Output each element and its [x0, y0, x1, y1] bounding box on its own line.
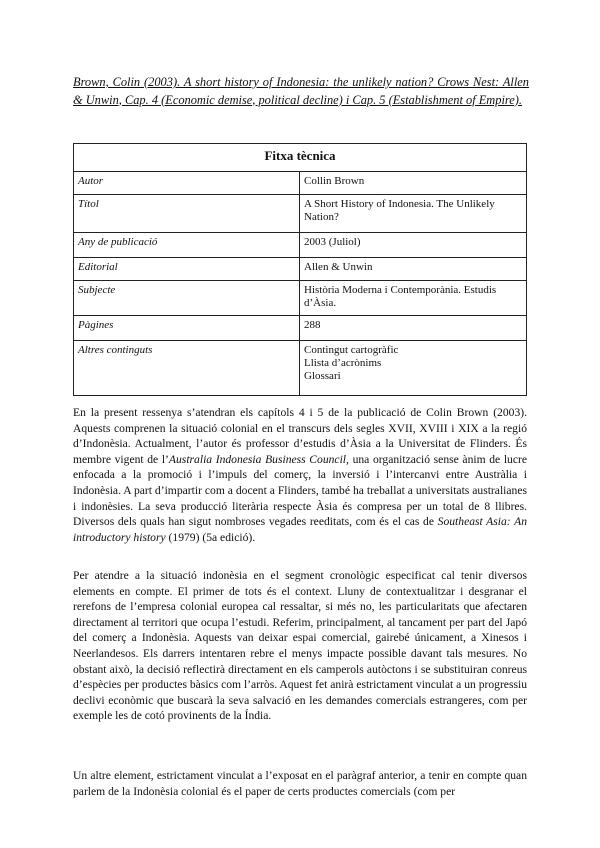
paragraph-1-text-b: una organització sense ànim de lucre enfocada a la promoció i l’impuls del comerç, la inversió i l’intercanvi entre Austràlia i Indonèsia. A part d’impartir com a docent a Flinders, també ha treballat a universitats australianes i indonèsies. La seva producció literària respecte Àsia és compresa per un total de 8 llibres. Diversos dels quals han sigut nombroses vegades reeditats, com és el cas de — [73, 452, 527, 529]
paragraph-1-italic-b: Southeast Asia: An introductory history — [73, 515, 527, 544]
row-value-pages: 288 — [300, 316, 527, 341]
paragraph-3: Un altre element, estrictament vinculat a l’exposat en el paràgraf anterior, a tenir en compte quan parlem de la Indonèsia colonial és el paper de certs productes comercials (com per — [73, 769, 527, 798]
table-row — [74, 195, 527, 233]
other-content-item: Llista d’acrònims — [304, 357, 382, 369]
table-row — [74, 281, 527, 316]
row-value-year: 2003 (Juliol) — [300, 233, 527, 258]
other-content-item: Contingut cartogràfic — [304, 344, 399, 356]
table-header-row — [74, 144, 527, 172]
table-row — [74, 258, 527, 281]
row-value-author: Collin Brown — [300, 172, 527, 195]
row-value-other-contents — [300, 341, 527, 396]
row-key-author: Autor — [74, 172, 300, 195]
row-key-pages: Pàgines — [74, 316, 300, 341]
citation: Brown, Colin (2003). A short history of Indonesia: the unlikely nation? Crows Nest: Allen & Unwin, Cap. 4 (Economic demise, political decline) i Cap. 5 (Establishment of Empire). — [73, 75, 529, 107]
row-key-subject: Subjecte — [74, 281, 300, 316]
table-row — [74, 316, 527, 341]
table-row — [74, 172, 527, 195]
row-value-publisher: Allen & Unwin — [300, 258, 527, 281]
table-row — [74, 233, 527, 258]
row-value-subject: Història Moderna i Contemporània. Estudis d’Àsia. — [300, 281, 527, 316]
row-value-title: A Short History of Indonesia. The Unlikely Nation? — [300, 195, 527, 233]
paragraph-1-italic-a: Australia Indonesia Business Council, — [168, 452, 349, 466]
other-content-item: Glossari — [304, 370, 341, 382]
row-key-publisher: Editorial — [74, 258, 300, 281]
row-key-title: Títol — [74, 195, 300, 233]
row-key-other-contents: Altres continguts — [74, 341, 300, 396]
paragraph-1 — [73, 405, 527, 545]
paragraph-2: Per atendre a la situació indonèsia en el segment cronològic especificat cal tenir diversos elements en compte. El primer de tots és el context. Lluny de contextualitzar i desgranar el rerefons de l’empresa colonial europea cal ressaltar, si més no, les particularitats que afectaren directament al territori que ocupa l’estudi. Referim, principalment, al tancament per part del Japó del comerç a Indonèsia. Aquests van deixar espai comercial, gairebé únicament, a Xinesos i Neerlandesos. Els darrers intentaren rebre el menys impacte possible davant tals mesures. No obstant això, la decisió reflectirà directament en els camperols autòctons i se substituiran conreus d’espècies per productes bàsics com l’arròs. Aquest fet anirà estrictament vinculat a un progressiu declivi econòmic que buscarà la seva salvació en les demandes comercials estrangeres, com per exemple les de cotó provinents de la Índia. — [73, 569, 527, 723]
paragraph-1-text-c: (1979) (5a edició). — [165, 530, 256, 544]
row-key-year: Any de publicació — [74, 233, 300, 258]
paragraph-1-text-a: En la present ressenya s’atendran els capítols 4 i 5 de la publicació de Colin Brown (2003). Aquests comprenen la situació colonial en el transcurs dels segles XVII, XVIII i XIX a la regió d’Indonèsia. Actualment, l’autor és professor d’estudis d’Àsia a la Universitat de Flinders. És membre vigent de l’ — [73, 406, 527, 466]
table-title: Fitxa tècnica — [74, 144, 527, 172]
technical-sheet-table — [73, 143, 527, 396]
table-row — [74, 341, 527, 396]
